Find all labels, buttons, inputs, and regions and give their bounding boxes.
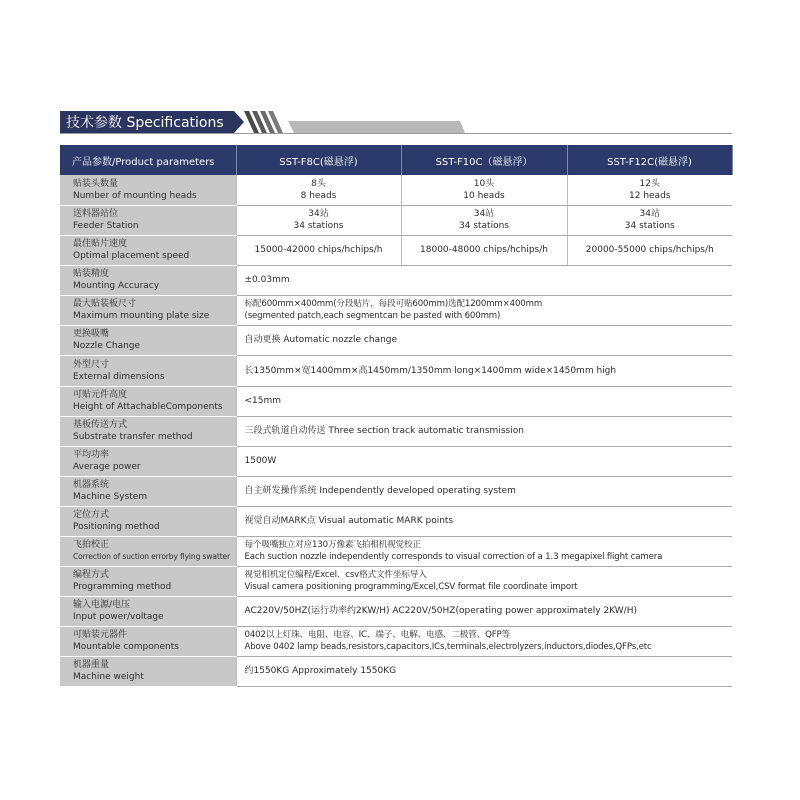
row-label bbox=[60, 265, 236, 295]
table-row bbox=[60, 566, 732, 596]
row-label bbox=[60, 626, 236, 656]
row-label bbox=[60, 386, 236, 416]
row-label bbox=[60, 205, 236, 235]
value-line: 18000-48000 chips/hchips/h bbox=[420, 245, 548, 255]
row-label-en: Nozzle Change bbox=[73, 341, 141, 351]
row-label-en: Mountable components bbox=[73, 642, 179, 652]
row-label-zh: 定位方式 bbox=[73, 510, 110, 520]
row-label-en: Input power/voltage bbox=[73, 612, 164, 622]
table-row bbox=[60, 536, 732, 566]
specifications-table bbox=[60, 145, 733, 687]
model-value-cell bbox=[236, 175, 401, 205]
row-label bbox=[60, 416, 236, 446]
row-label-zh: 机器系统 bbox=[73, 480, 110, 490]
model-value-cell bbox=[236, 235, 401, 265]
header-model-f8c: SST-F8C(磁悬浮) bbox=[236, 145, 401, 175]
model-value-cell bbox=[236, 205, 401, 235]
row-label bbox=[60, 355, 236, 386]
model-value-cell bbox=[401, 175, 567, 205]
value-line: 1500W bbox=[244, 456, 277, 466]
row-label-zh: 飞拍校正 bbox=[73, 540, 110, 550]
row-label-zh: 编程方式 bbox=[73, 570, 110, 580]
row-label bbox=[60, 476, 236, 506]
section-title-bar bbox=[60, 111, 234, 133]
value-line: 自动更换 Automatic nozzle change bbox=[244, 335, 398, 345]
shared-value-cell bbox=[236, 386, 732, 416]
value-line: 长1350mm×宽1400mm×高1450mm/1350mm long×1400mm wide×1450mm high bbox=[244, 365, 617, 376]
row-label bbox=[60, 596, 236, 626]
table-row bbox=[60, 295, 732, 325]
value-line: 视觉相机定位编程/Excel、csv格式文件坐标导入 bbox=[244, 570, 427, 580]
value-line: AC220V/50HZ(运行功率约2KW/H) AC220V/50HZ(operating power approximately 2KW/H) bbox=[244, 606, 637, 616]
table-row bbox=[60, 416, 732, 446]
value-line: 20000-55000 chips/hchips/h bbox=[585, 245, 714, 255]
value-line: 8头 bbox=[311, 178, 326, 189]
row-label-en: Height of AttachableComponents bbox=[73, 402, 223, 412]
table-row bbox=[60, 506, 732, 536]
shared-value-cell bbox=[236, 536, 732, 566]
table-row bbox=[60, 596, 732, 626]
row-label bbox=[60, 566, 236, 596]
value-line: ±0.03mm bbox=[244, 275, 290, 285]
value-line: Visual camera positioning programming/Excel,CSV format file coordinate import bbox=[244, 582, 578, 592]
value-line: 10 heads bbox=[463, 190, 505, 201]
header-product-parameters: 产品参数/Product parameters bbox=[60, 145, 236, 175]
row-label bbox=[60, 506, 236, 536]
row-label-zh: 可贴装元器件 bbox=[73, 630, 128, 640]
value-line: 0402以上灯珠、电阻、电容、IC、端子、电解、电感、二极管、QFP等 bbox=[244, 630, 510, 640]
row-label-en: Number of mounting heads bbox=[73, 190, 197, 201]
row-label-en: Mounting Accuracy bbox=[73, 281, 160, 291]
table-row bbox=[60, 626, 732, 656]
value-line: 三段式轨道自动传送 Three section track automatic transmission bbox=[244, 426, 524, 436]
shared-value-cell bbox=[236, 295, 732, 325]
title-underline bbox=[60, 133, 732, 134]
row-label-en: Optimal placement speed bbox=[73, 251, 190, 261]
table-row bbox=[60, 355, 732, 386]
row-label-en: Maximum mounting plate size bbox=[73, 311, 210, 321]
table-row bbox=[60, 656, 732, 686]
shared-value-cell bbox=[236, 656, 732, 686]
value-line: Each suction nozzle independently corresponds to visual correction of a 1.3 megapixel flight camera bbox=[244, 552, 663, 562]
row-label-en: Average power bbox=[73, 462, 141, 472]
shared-value-cell bbox=[236, 596, 732, 626]
value-line: 8 heads bbox=[300, 190, 337, 201]
row-label-en: Feeder Station bbox=[73, 221, 139, 231]
row-label bbox=[60, 235, 236, 265]
value-line: 每个吸嘴独立对应130万像素飞拍相机视觉校正 bbox=[244, 540, 421, 550]
model-value-cell bbox=[567, 235, 732, 265]
model-value-cell bbox=[567, 205, 732, 235]
decorative-stripes-graphic bbox=[240, 111, 470, 133]
value-line: 12 heads bbox=[629, 190, 671, 201]
row-label-en: Machine weight bbox=[73, 672, 144, 682]
row-label-zh: 平均功率 bbox=[73, 450, 110, 460]
value-line: 视觉自动MARK点 Visual automatic MARK points bbox=[244, 516, 454, 526]
shared-value-cell bbox=[236, 355, 732, 386]
shared-value-cell bbox=[236, 446, 732, 476]
header-model-f12c: SST-F12C(磁悬浮) bbox=[567, 145, 732, 175]
row-label-en: Correction of suction errorby flying swatter bbox=[73, 552, 231, 561]
table-row bbox=[60, 386, 732, 416]
table-row bbox=[60, 446, 732, 476]
table-row bbox=[60, 235, 732, 265]
value-line: 34站 bbox=[473, 209, 495, 219]
shared-value-cell bbox=[236, 416, 732, 446]
row-label-zh: 贴装头数量 bbox=[73, 178, 119, 189]
value-line: 自主研发操作系统 Independently developed operating system bbox=[244, 486, 516, 496]
row-label-en: Positioning method bbox=[73, 522, 160, 532]
row-label-zh: 最大贴装板尺寸 bbox=[73, 299, 137, 309]
table-row bbox=[60, 175, 732, 205]
value-line: 10头 bbox=[473, 178, 495, 189]
model-value-cell bbox=[401, 235, 567, 265]
row-label-zh: 输入电源/电压 bbox=[73, 600, 131, 610]
row-label bbox=[60, 295, 236, 325]
row-label-zh: 送料器站位 bbox=[73, 209, 119, 219]
table-row bbox=[60, 325, 732, 355]
row-label-en: External dimensions bbox=[73, 371, 165, 382]
row-label-zh: 外型尺寸 bbox=[73, 359, 110, 370]
table-header-row bbox=[60, 145, 732, 175]
row-label-en: Programming method bbox=[73, 582, 172, 592]
value-line: <15mm bbox=[244, 396, 282, 406]
value-line: 12头 bbox=[639, 178, 660, 189]
value-line: 34 stations bbox=[459, 221, 509, 231]
shared-value-cell bbox=[236, 325, 732, 355]
table-row bbox=[60, 476, 732, 506]
value-line: Above 0402 lamp beads,resistors,capacitors,ICs,terminals,electrolyzers,inductors,diodes,QFPs,etc bbox=[244, 642, 652, 652]
shared-value-cell bbox=[236, 265, 732, 295]
row-label-en: Machine System bbox=[73, 492, 148, 502]
value-line: 约1550KG Approximately 1550KG bbox=[244, 666, 397, 676]
shared-value-cell bbox=[236, 566, 732, 596]
row-label-zh: 可贴元件高度 bbox=[73, 390, 128, 400]
shared-value-cell bbox=[236, 506, 732, 536]
shared-value-cell bbox=[236, 476, 732, 506]
value-line: (segmented patch,each segmentcan be pasted with 600mm) bbox=[244, 311, 501, 321]
table-row bbox=[60, 265, 732, 295]
value-line: 15000-42000 chips/hchips/h bbox=[254, 245, 383, 255]
model-value-cell bbox=[567, 175, 732, 205]
section-title: 技术参数 Specifications bbox=[60, 111, 234, 133]
row-label-en: Substrate transfer method bbox=[73, 432, 193, 442]
row-label bbox=[60, 536, 236, 566]
row-label bbox=[60, 175, 236, 205]
row-label-zh: 贴装精度 bbox=[73, 269, 110, 279]
value-line: 34 stations bbox=[624, 221, 675, 231]
row-label bbox=[60, 446, 236, 476]
model-value-cell bbox=[401, 205, 567, 235]
value-line: 34 stations bbox=[293, 221, 344, 231]
row-label-zh: 最佳贴片速度 bbox=[73, 239, 128, 249]
row-label-zh: 机器重量 bbox=[73, 660, 110, 670]
table-row bbox=[60, 205, 732, 235]
row-label-zh: 更换吸嘴 bbox=[73, 329, 110, 339]
row-label bbox=[60, 325, 236, 355]
row-label bbox=[60, 656, 236, 686]
shared-value-cell bbox=[236, 626, 732, 656]
value-line: 标配600mm×400mm(分段贴片，每段可贴600mm)选配1200mm×400mm bbox=[244, 299, 543, 309]
header-model-f10c: SST-F10C（磁悬浮） bbox=[401, 145, 567, 175]
value-line: 34站 bbox=[639, 209, 660, 219]
row-label-zh: 基板传送方式 bbox=[73, 420, 128, 430]
value-line: 34站 bbox=[308, 209, 329, 219]
